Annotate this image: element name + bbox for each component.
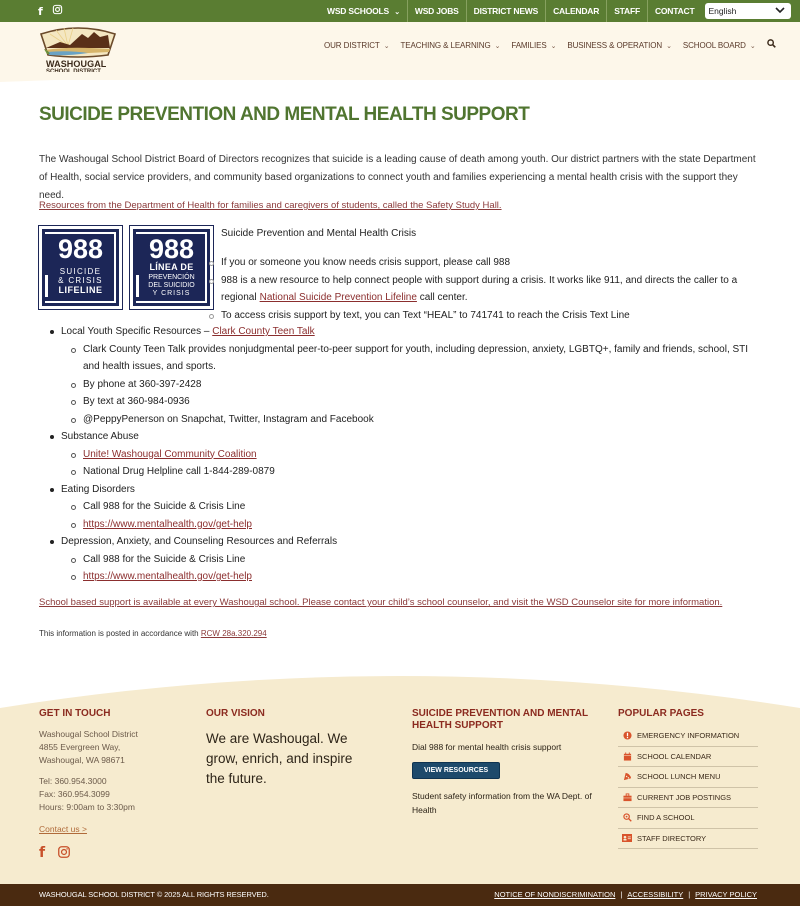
- 988-lifeline-badge-spanish: 988 LÍNEA DE PREVENCIÓN DEL SUICIDIO Y CRISIS: [130, 226, 213, 309]
- instagram-icon[interactable]: [57, 845, 71, 862]
- footer-bottom-bar: [0, 884, 800, 906]
- copyright-text: WASHOUGAL SCHOOL DISTRICT © 2025 ALL RIGHTS RESERVED.: [39, 890, 269, 899]
- intro-paragraph: The Washougal School District Board of Directors recognizes that suicide is a leading cause of death among youth. Our district partners with the state Department of Health, social service providers, and community based organizations to connect youth and families experiencing a mental health crisis with the support they need.: [39, 154, 756, 201]
- rcw-notice: This information is posted in accordance with RCW 28a.320.294: [39, 629, 267, 638]
- list-item-youth: Local Youth Specific Resources – Clark County Teen Talk Clark County Teen Talk provides nonjudgmental peer-to-peer support for youth, including depression, anxiety, LGBTQ+, family and friends, school, STI and health issues, and sports. By phone at 360-397-2428 By text at 360-984-0936 @PeppyPenerson on Snapchat, Twitter, Instagram and Facebook: [61, 323, 761, 428]
- footer-popular-pages: POPULAR PAGES EMERGENCY INFORMATION SCHOOL CALENDAR SCHOOL LUNCH MENU CURRENT JOB POSTINGS FIND A SCHOOL STAFF DIRECTORY: [618, 708, 763, 849]
- instagram-icon[interactable]: [52, 4, 63, 19]
- chevron-down-icon: ⌄: [494, 42, 501, 50]
- crisis-section-title: Suicide Prevention and Mental Health Crisis: [221, 228, 417, 239]
- list-item: @PeppyPenerson on Snapchat, Twitter, Instagram and Facebook: [83, 411, 761, 429]
- list-item: Call 988 for the Suicide & Crisis Line: [83, 498, 761, 516]
- popular-current-job-postings[interactable]: CURRENT JOB POSTINGS: [618, 788, 758, 809]
- top-nav-wsd-schools[interactable]: WSD SCHOOLS ⌄: [327, 6, 400, 16]
- list-item: By text at 360-984-0936: [83, 393, 761, 411]
- top-nav-wsd-jobs[interactable]: WSD JOBS: [407, 0, 466, 22]
- top-nav-calendar[interactable]: CALENDAR: [545, 0, 606, 22]
- chevron-down-icon: ⌄: [666, 42, 672, 50]
- chevron-down-icon: [775, 3, 785, 19]
- national-lifeline-link[interactable]: National Suicide Prevention Lifeline: [259, 292, 417, 303]
- list-item-substance: Substance Abuse Unite! Washougal Community Coalition National Drug Helpline call 1-844-289-0879: [61, 428, 761, 481]
- chevron-down-icon: ⌄: [749, 42, 756, 50]
- popular-school-calendar[interactable]: SCHOOL CALENDAR: [618, 747, 758, 768]
- list-item: National Drug Helpline call 1-844-289-0879: [83, 463, 761, 481]
- facebook-icon[interactable]: f: [38, 4, 43, 18]
- footer-suicide-prevention: SUICIDE PREVENTION AND MENTAL HEALTH SUPPORT Dial 988 for mental health crisis support VIEW RESOURCES Student safety information from the WA Dept. of Health: [412, 708, 592, 815]
- briefcase-icon: [622, 792, 632, 802]
- list-item: To access crisis support by text, you can Text “HEAL” to 741741 to reach the Crisis Text Line: [221, 307, 761, 325]
- list-item-depression: Depression, Anxiety, and Counseling Resources and Referrals Call 988 for the Suicide & Crisis Line https://www.mentalhealth.gov/get-help: [61, 533, 761, 586]
- pizza-icon: [622, 772, 632, 782]
- popular-staff-directory[interactable]: STAFF DIRECTORY: [618, 829, 758, 850]
- top-social-links: [38, 4, 63, 19]
- chevron-down-icon: ⌄: [550, 42, 557, 50]
- footer-social-links: [39, 845, 189, 862]
- chevron-down-icon: ⌄: [383, 42, 390, 50]
- nav-school-board[interactable]: SCHOOL BOARD ⌄: [682, 40, 756, 50]
- footer-get-in-touch: GET IN TOUCH Washougal School District 4855 Evergreen Way, Washougal, WA 98671 Tel: 360.954.3000 Fax: 360.954.3099 Hours: 9:00am to 3:30pm Contact us > f: [39, 708, 189, 862]
- accessibility-link[interactable]: ACCESSIBILITY: [627, 890, 684, 899]
- popular-find-a-school[interactable]: FIND A SCHOOL: [618, 808, 758, 829]
- district-logo[interactable]: [38, 26, 118, 76]
- popular-school-lunch-menu[interactable]: SCHOOL LUNCH MENU: [618, 767, 758, 788]
- list-item: 988 is a new resource to help connect people with support during a crisis. It works like 911, and directs the caller to a regional National Suicide Prevention Lifeline call center.: [221, 272, 761, 307]
- nondiscrimination-link[interactable]: NOTICE OF NONDISCRIMINATION: [494, 890, 616, 899]
- nav-teaching-learning[interactable]: TEACHING & LEARNING ⌄: [400, 40, 501, 50]
- logo-wordmark: WASHOUGAL: [46, 59, 107, 69]
- list-item: If you or someone you know needs crisis support, please call 988: [221, 254, 761, 272]
- rcw-link[interactable]: RCW 28a.320.294: [200, 629, 267, 638]
- top-nav-district-news[interactable]: DISTRICT NEWS: [466, 0, 545, 22]
- contact-us-link[interactable]: Contact us >: [39, 824, 87, 834]
- top-nav: [320, 0, 791, 22]
- list-item-eating: Eating Disorders Call 988 for the Suicide & Crisis Line https://www.mentalhealth.gov/get-help: [61, 481, 761, 534]
- footer-legal-links: NOTICE OF NONDISCRIMINATION | ACCESSIBILITY | PRIVACY POLICY: [494, 890, 757, 899]
- top-nav-contact[interactable]: CONTACT: [647, 0, 702, 22]
- popular-emergency-information[interactable]: EMERGENCY INFORMATION: [618, 726, 758, 747]
- footer-vision: OUR VISION We are Washougal. We grow, enrich, and inspire the future.: [206, 708, 376, 789]
- nav-our-district[interactable]: OUR DISTRICT ⌄: [324, 40, 390, 50]
- footer-contact-info: Tel: 360.954.3000 Fax: 360.954.3099 Hours: 9:00am to 3:30pm: [39, 776, 135, 812]
- crisis-list: [221, 254, 761, 324]
- header-curve-divider: [0, 72, 800, 88]
- list-item: [83, 516, 761, 534]
- facebook-icon[interactable]: f: [39, 845, 46, 861]
- school-counselor-link[interactable]: School based support is available at every Washougal school. Please contact your child’s school counselor, and visit the WSD Counselor site for more information.: [39, 597, 723, 608]
- clark-county-teen-talk-link[interactable]: Clark County Teen Talk: [212, 326, 315, 337]
- main-nav: [324, 39, 776, 51]
- alert-icon: [622, 731, 632, 741]
- top-utility-bar: [0, 0, 800, 22]
- list-item: [83, 446, 761, 464]
- chevron-down-icon: ⌄: [394, 9, 400, 16]
- 988-lifeline-badge-english: 988 SUICIDE & CRISIS LIFELINE: [39, 226, 122, 309]
- id-card-icon: [622, 833, 632, 843]
- footer-address: Washougal School District 4855 Evergreen Way, Washougal, WA 98671: [39, 729, 138, 765]
- list-item: Call 988 for the Suicide & Crisis Line: [83, 551, 761, 569]
- search-icon[interactable]: [767, 39, 776, 51]
- view-resources-button[interactable]: VIEW RESOURCES: [412, 762, 500, 779]
- nav-families[interactable]: FAMILIES ⌄: [511, 40, 557, 50]
- page-title: SUICIDE PREVENTION AND MENTAL HEALTH SUPPORT: [39, 104, 530, 125]
- mentalhealth-gov-link[interactable]: https://www.mentalhealth.gov/get-help: [83, 571, 252, 582]
- search-location-icon: [622, 813, 632, 823]
- resource-list: [61, 323, 761, 586]
- nav-business-operation[interactable]: BUSINESS & OPERATION ⌄: [567, 40, 672, 50]
- top-nav-staff[interactable]: STAFF: [606, 0, 647, 22]
- mentalhealth-gov-link[interactable]: https://www.mentalhealth.gov/get-help: [83, 518, 252, 530]
- unite-washougal-link[interactable]: Unite! Washougal Community Coalition: [83, 448, 257, 460]
- calendar-icon: [622, 751, 632, 761]
- list-item: By phone at 360-397-2428: [83, 376, 761, 394]
- list-item: Clark County Teen Talk provides nonjudgmental peer-to-peer support for youth, including depression, anxiety, LGBTQ+, family and friends, school, STI and health issues, and sports.: [83, 341, 761, 376]
- language-select[interactable]: English: [705, 3, 791, 19]
- logo-mountain-icon: [38, 26, 118, 58]
- safety-study-hall-link[interactable]: Resources from the Department of Health for families and caregivers of students, called the Safety Study Hall.: [39, 200, 502, 211]
- privacy-policy-link[interactable]: PRIVACY POLICY: [695, 890, 757, 899]
- vision-statement: We are Washougal. We grow, enrich, and inspire the future.: [206, 731, 353, 786]
- list-item: [83, 568, 761, 586]
